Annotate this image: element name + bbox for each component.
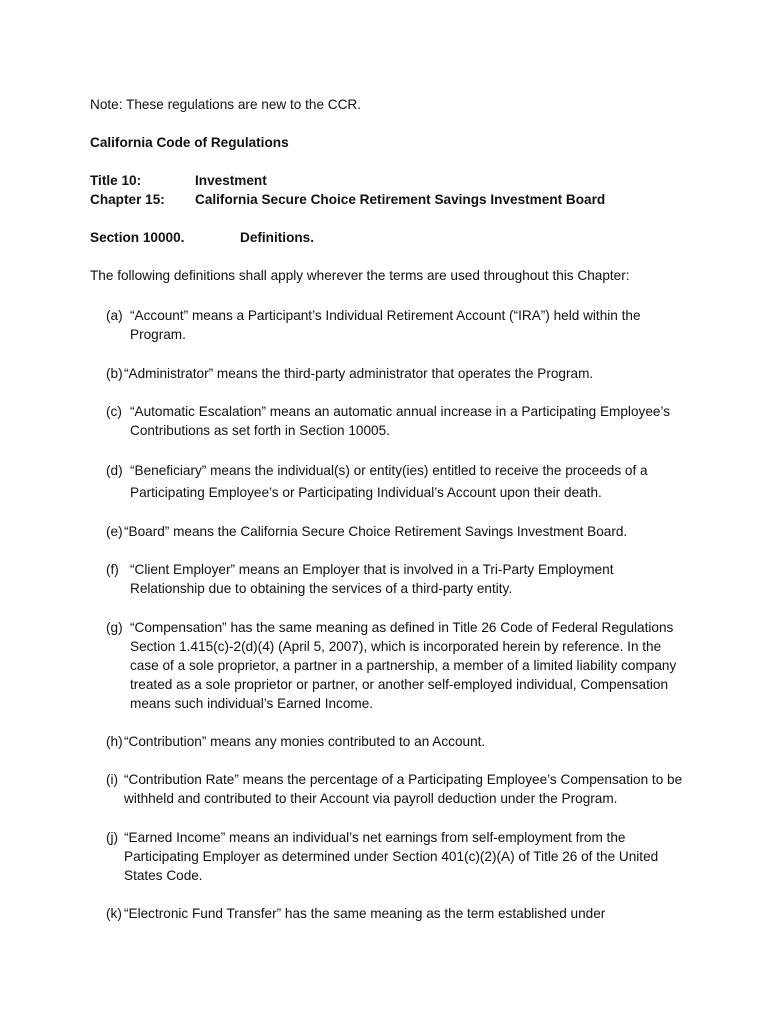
- definition-label: (h): [106, 734, 123, 749]
- title-name: Investment: [195, 173, 267, 188]
- definition-text: “Beneficiary” means the individual(s) or entity(ies) entitled to receive the proceeds of a Participating Employee’s or Participating Individual’s Account upon their death.: [130, 463, 648, 500]
- definition-text: “Earned Income” means an individual’s net earnings from self-employment from the Participating Employer as determined under Section 401(c)(2)(A) of Title 26 of the United States Code.: [124, 830, 659, 883]
- definition-label: (f): [106, 562, 119, 577]
- definition-item: [106, 460, 686, 504]
- definition-text: “Client Employer” means an Employer that is involved in a Tri-Party Employment Relationship due to obtaining the services of a third-party entity.: [130, 562, 614, 596]
- definition-item: [106, 522, 686, 541]
- title-label: Title 10:: [90, 173, 142, 188]
- definition-text: “Contribution” means any monies contributed to an Account.: [124, 734, 486, 749]
- definition-label: (j): [106, 830, 119, 845]
- chapter-label: Chapter 15:: [90, 192, 165, 207]
- definition-item: [106, 904, 686, 923]
- definition-item: [106, 732, 686, 751]
- definition-item: [106, 306, 686, 344]
- section-label: Section 10000.: [90, 230, 185, 245]
- definition-item: [106, 560, 686, 598]
- definition-label: (g): [106, 620, 123, 635]
- definition-label: (d): [106, 463, 123, 478]
- definition-item: [106, 770, 686, 808]
- definition-text: “Administrator” means the third-party administrator that operates the Program.: [124, 366, 594, 381]
- definition-label: (i): [106, 772, 119, 787]
- definition-text: “Contribution Rate” means the percentage of a Participating Employee’s Compensation to be withheld and contributed to their Account via payroll deduction under the Program.: [124, 772, 683, 806]
- definition-item: [106, 364, 686, 383]
- definition-text: “Account” means a Participant’s Individual Retirement Account (“IRA”) held within the Program.: [130, 308, 641, 342]
- definition-label: (a): [106, 308, 123, 323]
- definition-text: “Board” means the California Secure Choice Retirement Savings Investment Board.: [124, 524, 628, 539]
- note-line: Note: These regulations are new to the CCR.: [90, 97, 362, 112]
- section-name: Definitions.: [240, 230, 315, 245]
- definition-label: (k): [106, 906, 122, 921]
- definition-text: “Compensation” has the same meaning as defined in Title 26 Code of Federal Regulations Section 1.415(c)-2(d)(4) (April 5, 2007), which is incorporated herein by reference. In the case of a sole proprietor, a partner in a partnership, a member of a limited liability company treated as a sole proprietor or partner, or another self-employed individual, Compensation means such individual’s Earned Income.: [130, 620, 677, 711]
- definition-text: “Electronic Fund Transfer” has the same meaning as the term established under: [124, 906, 606, 921]
- definition-label: (e): [106, 524, 123, 539]
- definition-label: (c): [106, 404, 122, 419]
- definition-item: [106, 618, 686, 713]
- definition-text: “Automatic Escalation” means an automatic annual increase in a Participating Employee’s Contributions as set forth in Section 10005.: [130, 404, 671, 438]
- definition-label: (b): [106, 366, 123, 381]
- code-title: California Code of Regulations: [90, 135, 289, 150]
- definition-item: [106, 402, 686, 440]
- intro-text: The following definitions shall apply wherever the terms are used throughout this Chapter:: [90, 268, 630, 283]
- chapter-name: California Secure Choice Retirement Savings Investment Board: [195, 192, 606, 207]
- definition-item: [106, 828, 686, 885]
